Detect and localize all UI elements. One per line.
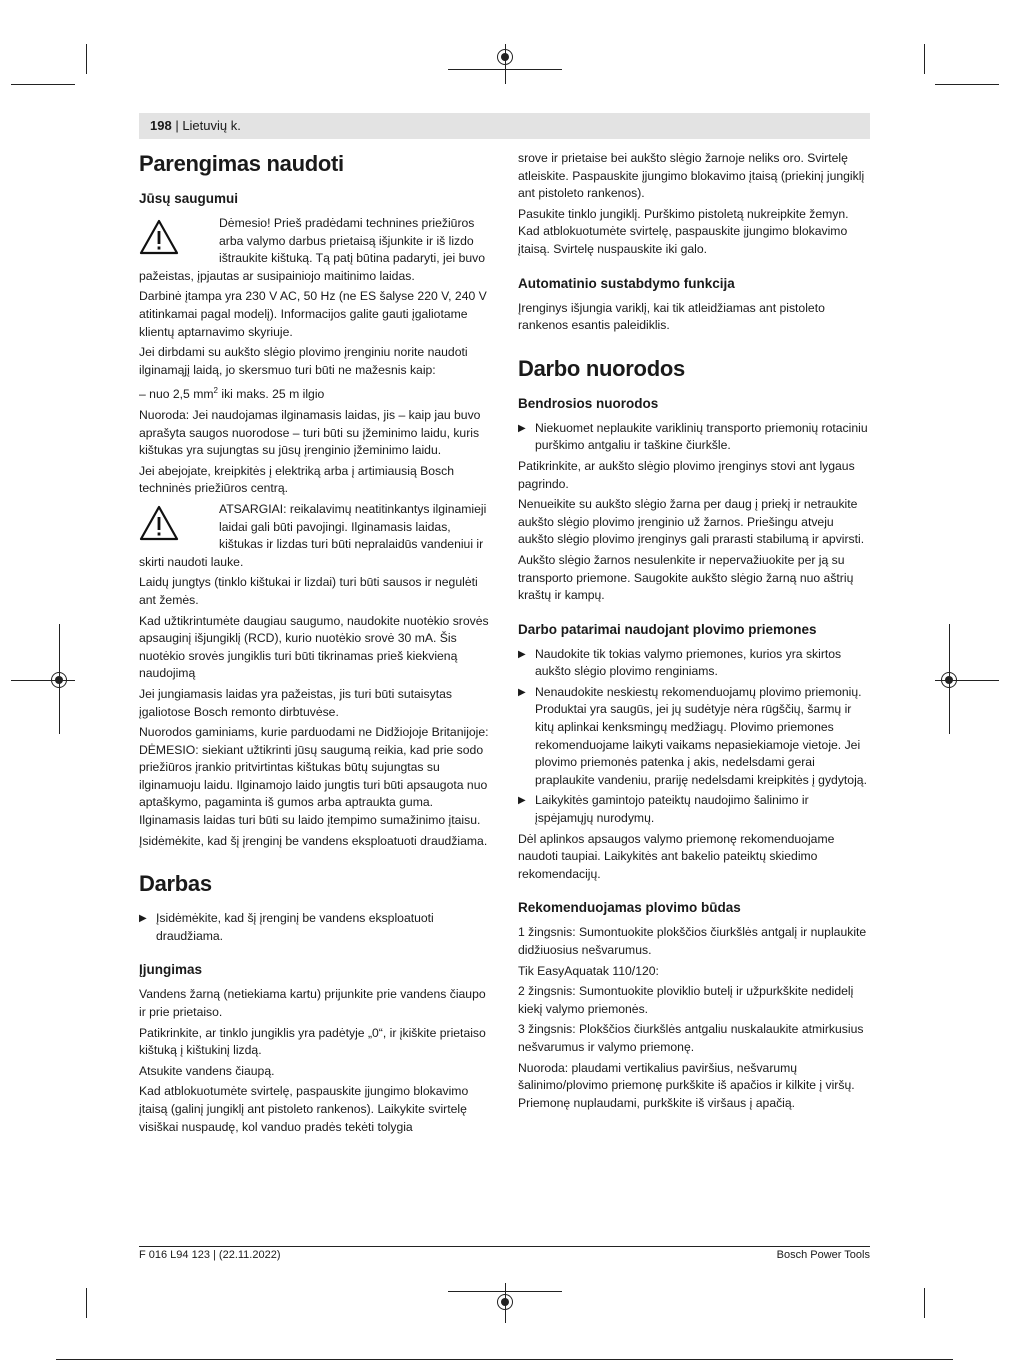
- paragraph: Atsukite vandens čiaupą.: [139, 1063, 275, 1078]
- arrow-bullet-icon: ▶: [518, 795, 526, 807]
- heading-detergent-tips: Darbo patarimai naudojant plovimo priemones: [518, 621, 817, 637]
- page-number: 198: [150, 118, 172, 133]
- heading-cleaning-method: Rekomenduojamas plovimo būdas: [518, 900, 741, 916]
- crop-mark: [11, 84, 75, 85]
- right-column: [518, 150, 870, 1115]
- footer-document-id: F 016 L94 123 | (22.11.2022): [139, 1249, 281, 1261]
- paragraph: 3 žingsnis: Plokščios čiurkšlės antgaliu nuskalaukite atmirkusius nešvarumus ir valymo priemonę.: [518, 1022, 864, 1054]
- footer-brand: Bosch Power Tools: [776, 1249, 870, 1261]
- heading-safety: Jūsų saugumui: [139, 191, 239, 206]
- registration-mark: [51, 672, 67, 688]
- registration-mark: [497, 49, 513, 65]
- crop-mark: [86, 1288, 87, 1318]
- warning-text: ATSARGIAI: reikalavimų neatitinkantys ilginamieji laidai gali būti pavojingi. Ilginamasis laidas, kištukas ir lizdas turi būti nepralaidūs vandeniui ir skirti naudoti lauke.: [139, 501, 487, 569]
- header-language: Lietuvių k.: [182, 118, 241, 133]
- list-item: ▶ Nenaudokite neskiestų rekomenduojamų plovimo priemonių. Produktai yra saugūs, jei jų sudėtyje nėra rūgščių, šarmų ir kitų aplinkai kenksmingų medžiagų. Plovimo priemones rekomenduojame laikyti vaikams nepasiekiamoje vietoje. Jei plovimo priemonės patenka į akis, nedelsdami gerai praplaukite vandeniu, prariję nedelsdami kreipkitės į gydytoją.: [518, 684, 867, 787]
- paragraph: Patikrinkite, ar tinklo jungiklis yra padėtyje „0“, ir įkiškite prietaiso kištuką į kištukinį lizdą.: [139, 1025, 486, 1058]
- warning-triangle-icon: [139, 505, 181, 545]
- warning-block: [139, 215, 490, 285]
- paragraph: Kad atblokuotumėte svirtelę, paspauskite įjungimo blokavimo įtaisą (galinį jungiklį ant pistoleto rankenos). Laikykite svirtelę visiškai nuspaudę, kol vanduo pradės tekėti tolygia: [139, 1084, 469, 1134]
- crop-mark: [924, 1288, 925, 1318]
- arrow-bullet-icon: ▶: [139, 913, 147, 925]
- crop-mark: [86, 44, 87, 74]
- list-item: ▶ Niekuomet neplaukite variklinių transporto priemonių rotaciniu purškimo antgaliu ir taškine čiurkšle.: [518, 420, 868, 453]
- heading-work-notes: Darbo nuorodos: [518, 355, 685, 381]
- crop-mark: [935, 84, 999, 85]
- registration-mark: [497, 1294, 513, 1310]
- left-column: [139, 150, 490, 1139]
- paragraph: Nuorodos gaminiams, kurie parduodami ne Didžiojoje Britanijoje:: [139, 725, 489, 740]
- paragraph: Jei abejojate, kreipkitės į elektriką arba į artimiausią Bosch techninės priežiūros centrą.: [139, 463, 454, 496]
- warning-triangle-icon: [139, 219, 181, 259]
- paragraph: DĖMESIO: siekiant užtikrinti jūsų saugumą reikia, kad prie sodo priežiūros įrankio pritvirtintas kištukas būtų sujungtas su ilginamuoju laidu. Ilginamojo laido jungtis turi būti apsaugota nuo aptaškymo, pagaminta iš gumos arba aptraukta guma. Ilginamasis laidas turi būti su laido įtempimo sumažinimo įtaisu.: [139, 742, 488, 828]
- paragraph: Įrenginys išjungia variklį, kai tik atleidžiamas ant pistoleto rankenos esantis paleidiklis.: [518, 300, 825, 333]
- crop-mark: [56, 1359, 953, 1360]
- crop-mark: [924, 44, 925, 74]
- paragraph: Darbinė įtampa yra 230 V AC, 50 Hz (ne ES šalyse 220 V, 240 V atitinkamai pagal modelį). Informacijos galite gauti įgaliotame klientų aptarnavimo skyriuje.: [139, 289, 487, 339]
- arrow-bullet-icon: ▶: [518, 686, 526, 698]
- cable-spec: – nuo 2,5 $mm^2$ iki maks. 25 m ilgio: [139, 386, 325, 402]
- heading-general-notes: Bendrosios nuorodos: [518, 395, 659, 411]
- heading-autostop: Automatinio sustabdymo funkcija: [518, 275, 735, 291]
- paragraph: Aukšto slėgio žarnos nesulenkite ir nepervažiuokite per ją su transporto priemone. Saugokite aukšto slėgio žarną nuo aštrių kraštų ir kampų.: [518, 552, 854, 603]
- paragraph: Tik EasyAquatak 110/120:: [518, 963, 659, 978]
- arrow-bullet-icon: ▶: [518, 422, 526, 434]
- paragraph: 1 žingsnis: Sumontuokite plokščios čiurkšlės antgalį ir nuplaukite didžiuosius nešvarumus.: [518, 925, 867, 957]
- paragraph: Pasukite tinklo jungiklį. Purškimo pistoletą nukreipkite žemyn. Kad atblokuotumėte svirtelę, paspauskite įjungimo blokavimo įtaisą. Svirtelę nuspauskite iki galo.: [518, 206, 849, 256]
- paragraph: Nenueikite su aukšto slėgio žarna per daug į priekį ir netraukite aukšto slėgio plovimo įrenginio už žarnos. Priešingu atveju aukšto slėgio plovimo įrenginys gali prarasti stabilumą ir apvirsti.: [518, 497, 865, 547]
- registration-mark: [941, 672, 957, 688]
- arrow-bullet-icon: ▶: [518, 648, 526, 660]
- heading-switch-on: Įjungimas: [139, 962, 203, 978]
- paragraph: Vandens žarną (netiekiama kartu) prijunkite prie vandens čiaupo ir prie prietaiso.: [139, 987, 486, 1020]
- page-header: 198 | Lietuvių k.: [139, 113, 870, 139]
- paragraph: Kad užtikrintumėte daugiau saugumo, naudokite nuotėkio srovės apsauginį išjungiklį (RCD), kurio nuotėkio srovė 30 mA. Šis nuotėkio srovės jungiklis turi būti tikrinamas prieš kiekvieną naudojimą: [139, 613, 489, 681]
- paragraph: Dėl aplinkos apsaugos valymo priemonę rekomenduojame naudoti taupiai. Laikykitės ant bakelio pateiktų skiedimo rekomendacijų.: [518, 831, 835, 881]
- paragraph: Patikrinkite, ar aukšto slėgio plovimo įrenginys stovi ant lygaus pagrindo.: [518, 458, 855, 491]
- paragraph: Jei dirbdami su aukšto slėgio plovimo įrenginiu norite naudoti ilginamąjį laidą, jo skersmuo turi būti ne mažesnis kaip:: [139, 345, 468, 377]
- paragraph: Nuoroda: Jei naudojamas ilginamasis laidas, jis – kaip jau buvo aprašyta saugos nuorodose – turi būti su įžeminimo laidu, kuris kištukas yra sujungtas su jūsų įrenginio įžeminimo laidu.: [139, 408, 481, 458]
- warning-text: Dėmesio! Prieš pradėdami technines priežiūros arba valymo darbus prietaisą išjunkite ir iš lizdo ištraukite kištuką. Tą patį būtina padaryti, jei buvo pažeistas, įpjautas ar susipainiojo maitinimo laidas.: [139, 216, 486, 283]
- list-item: ▶ Naudokite tik tokias valymo priemones, kurios yra skirtos aukšto slėgio plovimo renginiams.: [518, 646, 842, 679]
- heading-work: Darbas: [139, 871, 212, 897]
- list-item: ▶ Įsidėmėkite, kad šį įrenginį be vandens eksploatuoti draudžiama.: [139, 911, 434, 943]
- heading-preparation: Parengimas naudoti: [139, 151, 344, 176]
- footer-divider: [139, 1246, 870, 1247]
- paragraph: Įsidėmėkite, kad šį įrenginį be vandens eksploatuoti draudžiama.: [139, 833, 488, 848]
- paragraph: srove ir prietaise bei aukšto slėgio žarnoje neliks oro. Svirtelę atleiskite. Paspauskite įjungimo blokavimo įtaisą (priekinį jungiklį ant pistoleto rankenos).: [518, 151, 865, 201]
- paragraph: 2 žingsnis: Sumontuokite ploviklio butelį ir užpurkškite nedidelį kiekį valymo priemonės.: [518, 984, 854, 1016]
- paragraph: Laidų jungtys (tinklo kištukai ir lizdai) turi būti sausos ir negulėti ant žemės.: [139, 575, 478, 607]
- warning-block: [139, 501, 490, 571]
- paragraph: Nuoroda: plaudami vertikalius paviršius, nešvarumų šalinimo/plovimo priemonę purkškite iš apačios ir kilkite į viršų. Priemonę nuplaudami, purkškite iš viršaus į apačią.: [518, 1060, 855, 1110]
- paragraph: Jei jungiamasis laidas yra pažeistas, jis turi būti sutaisytas įgaliotose Bosch remonto dirbtuvėse.: [139, 686, 452, 719]
- list-item: ▶ Laikykitės gamintojo pateiktų naudojimo šalinimo ir įspėjamųjų nurodymų.: [518, 793, 809, 826]
